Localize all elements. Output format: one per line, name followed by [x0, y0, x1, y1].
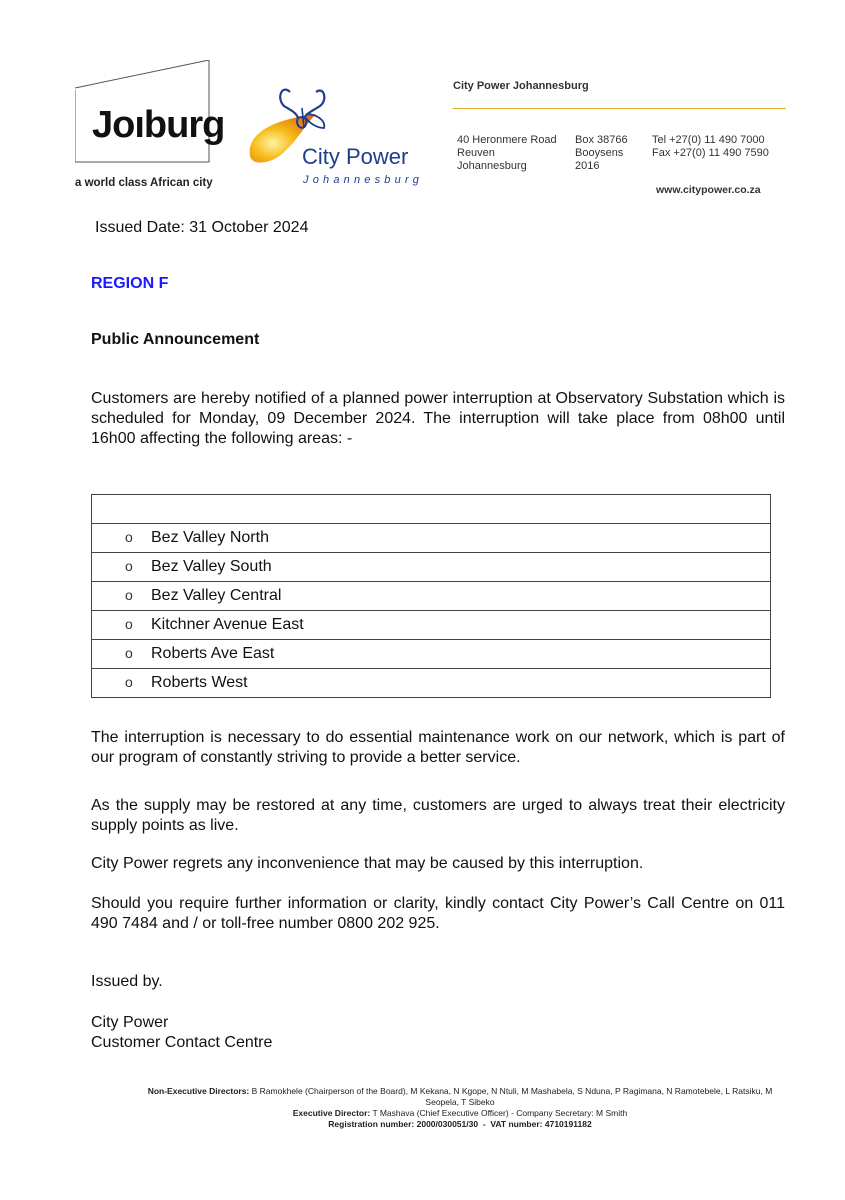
- address-line: 40 Heronmere Road: [457, 134, 557, 146]
- joburg-logo-text: Joıburg: [92, 104, 225, 146]
- footer: [140, 1086, 780, 1130]
- area-row: [92, 611, 771, 640]
- box-line: 2016: [575, 160, 600, 172]
- bullet-icon: o: [125, 529, 133, 545]
- area-row: [92, 553, 771, 582]
- address-line: Reuven: [457, 147, 495, 159]
- area-row: [92, 582, 771, 611]
- contact-paragraph: Should you require further information or clarity, kindly contact City Power’s Call Centre on 011 490 7484 and / or toll-free number 0800 202 925.: [91, 895, 785, 932]
- area-name: Kitchner Avenue East: [151, 616, 304, 633]
- bullet-icon: o: [125, 674, 133, 690]
- footer-separator: -: [482, 1119, 486, 1129]
- area-name: Roberts West: [151, 674, 248, 691]
- affected-areas-table: [91, 494, 771, 698]
- address-line: Johannesburg: [457, 160, 527, 172]
- nonexec-label: Non-Executive Directors:: [147, 1086, 250, 1096]
- signature-block: [91, 1013, 272, 1053]
- supply-paragraph: As the supply may be restored at any time, customers are urged to always treat their electricity supply points as live.: [91, 797, 785, 834]
- signature-line: Customer Contact Centre: [91, 1034, 273, 1051]
- registration-label: Registration number:: [328, 1119, 415, 1129]
- area-row: [92, 669, 771, 698]
- area-row: [92, 524, 771, 553]
- bullet-icon: o: [125, 587, 133, 603]
- announcement-heading: Public Announcement: [91, 331, 260, 348]
- issued-by: Issued by.: [91, 973, 163, 990]
- table-blank-row: [92, 495, 771, 524]
- bullet-icon: o: [125, 616, 133, 632]
- vat-label: VAT number:: [490, 1119, 543, 1129]
- joburg-tagline: a world class African city: [75, 177, 213, 189]
- nonexec-names: B Ramokhele (Chairperson of the Board), M Kekana, N Kgope, N Ntuli, M Mashabela, S Nduna, P Ragimana, N Ramotebele, L Ratsiku, M Seopela, T Sibeko: [251, 1086, 773, 1107]
- city-power-sub: Johannesburg: [303, 174, 424, 186]
- address-block: [457, 134, 557, 173]
- website-link[interactable]: www.citypower.co.za: [656, 184, 761, 196]
- registration-value: 2000/030051/30: [416, 1119, 479, 1129]
- box-line: Box 38766: [575, 134, 628, 146]
- area-name: Bez Valley North: [151, 529, 269, 546]
- area-name: Roberts Ave East: [151, 645, 275, 662]
- company-title: City Power Johannesburg: [453, 80, 589, 92]
- area-name: Bez Valley Central: [151, 587, 282, 604]
- maintenance-paragraph: The interruption is necessary to do essential maintenance work on our network, which is part of our program of constantly striving to provide a better service.: [91, 729, 785, 766]
- fax-line: Fax +27(0) 11 490 7590: [652, 147, 769, 159]
- area-name: Bez Valley South: [151, 558, 272, 575]
- phone-block: [652, 134, 769, 160]
- box-line: Booysens: [575, 147, 624, 159]
- exec-names: T Mashava (Chief Executive Officer) - Company Secretary: M Smith: [372, 1108, 628, 1118]
- exec-director: [140, 1108, 780, 1119]
- area-row: [92, 640, 771, 669]
- city-power-name: City Power: [302, 144, 409, 169]
- exec-label: Executive Director:: [292, 1108, 371, 1118]
- box-block: [575, 134, 628, 173]
- nonexec-directors: [140, 1086, 780, 1108]
- intro-paragraph: Customers are hereby notified of a planned power interruption at Observatory Substation which is scheduled for Monday, 09 December 2024. The interruption will take place from 08h00 until 16h00 affecting the following areas: -: [91, 390, 785, 447]
- letterhead-rule: [453, 108, 786, 109]
- regret-paragraph: City Power regrets any inconvenience that may be caused by this interruption.: [91, 855, 644, 872]
- bullet-icon: o: [125, 558, 133, 574]
- bullet-icon: o: [125, 645, 133, 661]
- issued-date: Issued Date: 31 October 2024: [95, 219, 309, 236]
- registration-line: [140, 1119, 780, 1130]
- phone-line: Tel +27(0) 11 490 7000: [652, 134, 765, 146]
- region-label: REGION F: [91, 275, 169, 292]
- vat-value: 4710191182: [544, 1119, 592, 1129]
- signature-line: City Power: [91, 1014, 169, 1031]
